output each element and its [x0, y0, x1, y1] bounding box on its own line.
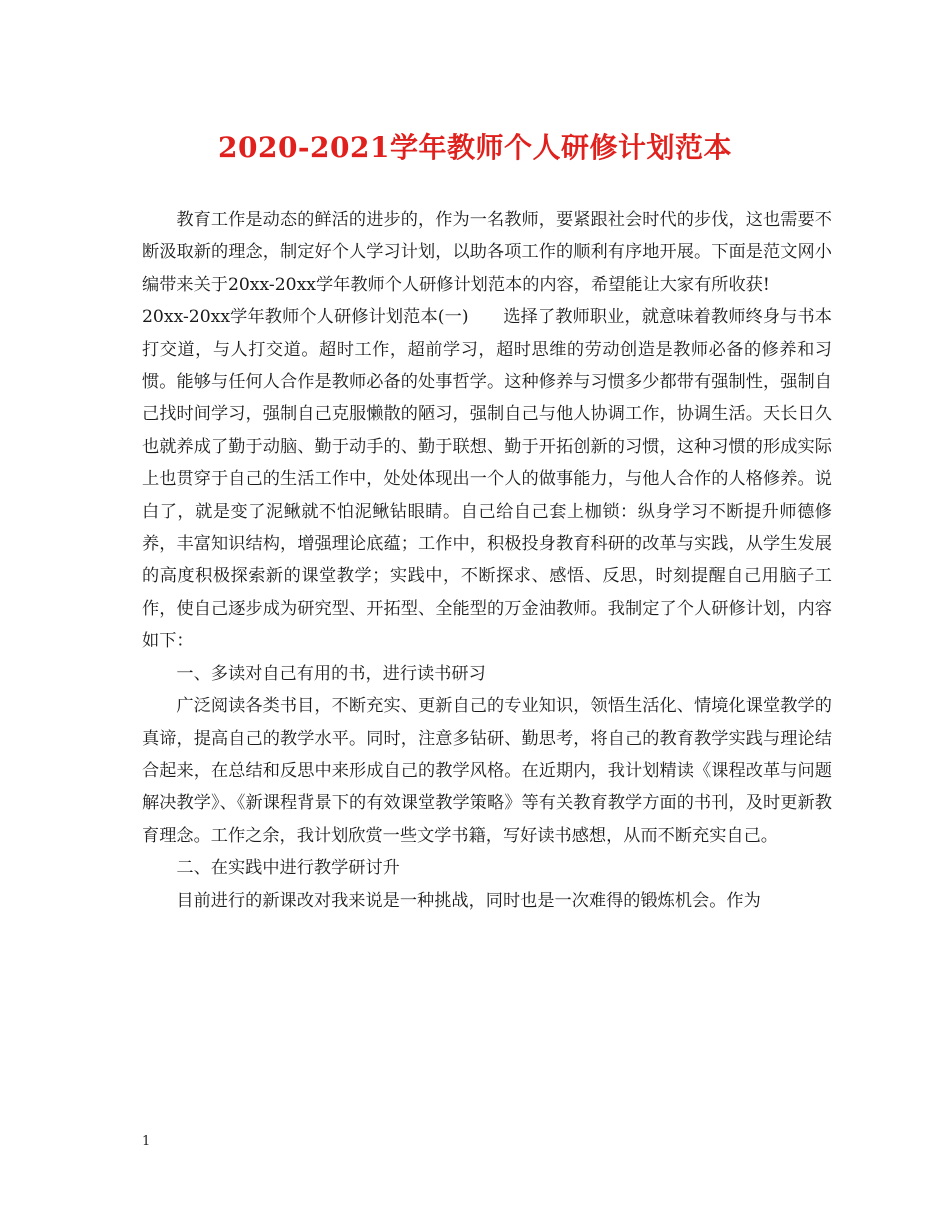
- reading-paragraph: 广泛阅读各类书目，不断充实、更新自己的专业知识，领悟生活化、情境化课堂教学的真谛，提高自己的教学水平。同时，注意多钻研、勤思考，将自己的教育教学实践与理论结合起来，在总结和反思中来形成自己的教学风格。在近期内，我计划精读《课程改革与问题解决教学》、《新课程背景下的有效课堂教学策略》等有关教育教学方面的书刊，及时更新教育理念。工作之余，我计划欣赏一些文学书籍，写好读书感想，从而不断充实自己。: [142, 696, 832, 846]
- document-body: [142, 204, 832, 917]
- intro-paragraph: 教育工作是动态的鲜活的进步的，作为一名教师，要紧跟社会时代的步伐，这也需要不断汲取新的理念，制定好个人学习计划，以助各项工作的顺利有序地开展。下面是范文网小编带来关于20xx-20xx学年教师个人研修计划范本的内容，希望能让大家有所收获!: [142, 210, 832, 295]
- section-heading-reading: 一、多读对自己有用的书，进行读书研习: [176, 663, 486, 684]
- document-title: 2020-2021学年教师个人研修计划范本: [218, 131, 732, 164]
- page-number: 1: [142, 1134, 151, 1149]
- section-heading-practice: 二、在实践中进行教学研讨升: [176, 858, 400, 879]
- plan-one-paragraph: 20xx-20xx学年教师个人研修计划范本(一) 选择了教师职业，就意味着教师终身与书本打交道，与人打交道。超时工作，超前学习，超时思维的劳动创造是教师必备的修养和习惯。能够与任何人合作是教师必备的处事哲学。这种修养与习惯多少都带有强制性，强制自己找时间学习，强制自己克服懒散的陋习，强制自己与他人协调工作，协调生活。天长日久也就养成了勤于动脑、勤于动手的、勤于联想、勤于开拓创新的习惯，这种习惯的形成实际上也贯穿于自己的生活工作中，处处体现出一个人的做事能力，与他人合作的人格修养。说白了，就是变了泥鳅就不怕泥鳅钻眼睛。自己给自己套上枷锁：纵身学习不断提升师德修养，丰富知识结构，增强理论底蕴；工作中，积极投身教育科研的改革与实践，从学生发展的高度积极探索新的课堂教学；实践中，不断探求、感悟、反思，时刻提醒自己用脑子工作，使自己逐步成为研究型、开拓型、全能型的万金油教师。我制定了个人研修计划，内容如下：: [142, 307, 832, 652]
- practice-paragraph: 目前进行的新课改对我来说是一种挑战，同时也是一次难得的锻炼机会。作为: [176, 890, 761, 911]
